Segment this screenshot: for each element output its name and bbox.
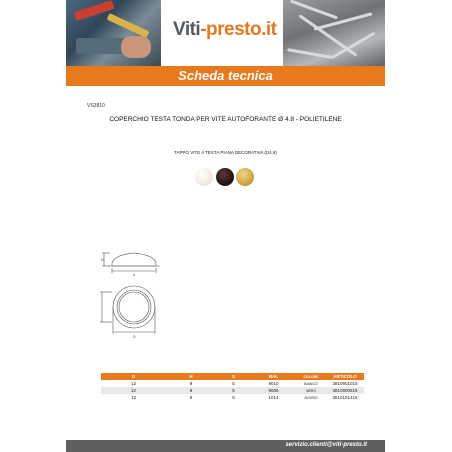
table-row (101, 387, 364, 394)
datasheet-page (66, 0, 385, 452)
cell-colore: BIANCO (304, 381, 318, 386)
header-colore: COLORE (296, 373, 326, 380)
cell-s: 5 (232, 395, 235, 400)
scheda-tecnica-title: Scheda tecnica (178, 68, 273, 83)
cap-top-middle (117, 290, 151, 324)
table-header-row (101, 373, 364, 380)
swatch-gold (236, 168, 254, 186)
table-row (101, 380, 364, 387)
cell-h: 9 (189, 395, 193, 400)
dim-D-label: D (133, 335, 136, 339)
header-d: D (101, 373, 166, 380)
technical-drawing (98, 240, 208, 346)
cell-colore: NERO (296, 387, 326, 394)
footer-email-link[interactable]: servizio.clienti@viti-presto.it (285, 442, 367, 448)
cell-h: 9 (166, 387, 216, 394)
cell-colore: AVORIO (304, 395, 318, 400)
cell-articolo: 3810101415 (332, 395, 358, 400)
dim-d-label: d (133, 273, 135, 277)
cell-s: 5 (232, 381, 235, 386)
cell-d: 12 (101, 387, 166, 394)
cell-ral: 1014 (268, 395, 279, 400)
cell-articolo: 3810900515 (326, 387, 364, 394)
logo-viti: Viti (173, 19, 201, 40)
table-row (101, 394, 364, 401)
cell-ral: 9005 (251, 387, 296, 394)
logo-area (161, 0, 283, 66)
cell-ral: 9010 (268, 381, 279, 386)
cell-d: 12 (130, 381, 136, 386)
logo-presto: -presto.it (200, 19, 277, 40)
header-s: S (216, 373, 251, 380)
header-photo-screws (283, 0, 385, 66)
cell-s: 5 (216, 387, 251, 394)
brand-logo[interactable] (173, 19, 277, 41)
dim-h-label: H (101, 258, 104, 262)
swatch-black (216, 168, 234, 186)
footer-bar (66, 440, 385, 452)
title-bar (66, 66, 385, 86)
specs-table (101, 373, 364, 401)
header-photo-tools (66, 0, 161, 66)
product-subtitle: TAPPO VITE A TESTA PIANA DECORATIVA (D4.8) (174, 150, 277, 155)
header (66, 0, 385, 83)
product-title: COPERCHIO TESTA TONDA PER VITE AUTOFORANTE Ø 4.8 - POLIETILENE (109, 116, 342, 123)
product-code: VS3810 (87, 103, 105, 109)
cap-side-view (112, 253, 156, 266)
cap-top-inner (119, 292, 149, 322)
swatch-white (195, 168, 213, 186)
header-ral: RAL (251, 373, 296, 380)
header-articolo: ARTICOLO (326, 373, 364, 380)
cell-d: 12 (130, 395, 136, 400)
cell-articolo: 3810901015 (332, 381, 358, 386)
header-h: H (166, 373, 216, 380)
cell-h: 9 (189, 381, 193, 386)
